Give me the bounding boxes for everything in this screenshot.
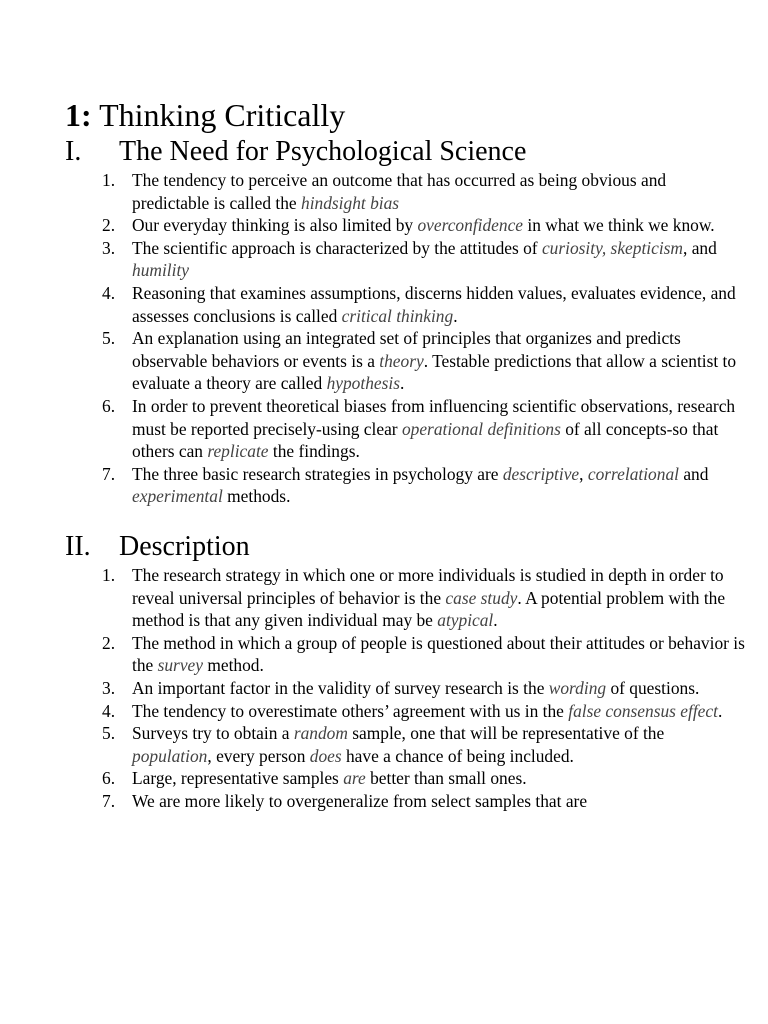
section-description	[65, 530, 745, 813]
item-text: Our everyday thinking is also limited by	[132, 215, 418, 236]
key-term: overconfidence	[417, 215, 524, 236]
item-text: We are more likely to overgeneralize from select samples that are	[132, 790, 588, 811]
list-item	[65, 677, 745, 700]
section-heading	[65, 530, 745, 564]
item-text: in what we think we know.	[523, 215, 715, 236]
list-number: 6.	[102, 395, 116, 416]
item-text: The three basic research strategies in psychology are	[132, 463, 503, 484]
list-item	[65, 282, 745, 327]
key-term: descriptive	[502, 463, 580, 484]
item-text: of all concepts-so that others can	[132, 418, 719, 462]
key-term: atypical	[437, 610, 494, 631]
key-term: population	[132, 745, 208, 766]
section-need-for-psychological-science	[65, 135, 745, 508]
item-text: .	[399, 373, 405, 394]
list-number: 1.	[102, 565, 116, 585]
key-term: false consensus effect	[568, 700, 718, 721]
item-text: the findings.	[268, 441, 360, 462]
list-item	[65, 169, 745, 214]
key-term: humility	[132, 260, 189, 281]
list-number: 5.	[102, 328, 116, 349]
item-text: The scientific approach is characterized by the attitudes of	[132, 237, 542, 258]
list-number: 6.	[102, 768, 116, 789]
item-text: In order to prevent theoretical biases from influencing scientific observations, research must be reported precisely-using clear	[132, 395, 736, 439]
item-text: sample, one that will be representative of the	[347, 723, 665, 744]
key-term: wording	[548, 677, 607, 698]
item-text: .	[493, 610, 498, 631]
section-numeral: I.	[65, 136, 82, 167]
list-item	[65, 395, 745, 463]
document-title	[65, 95, 345, 135]
item-text: The research strategy in which one or more individuals is studied in depth in order to reveal universal principles of behavior is the	[132, 565, 724, 608]
item-text: better than small ones.	[365, 768, 527, 789]
item-text: methods.	[222, 486, 291, 507]
list-item	[65, 214, 745, 237]
item-text: The tendency to perceive an outcome that has occurred as being obvious and predictable is called the	[132, 170, 667, 213]
item-text: have a chance of being included.	[341, 745, 574, 766]
item-text: and	[678, 463, 709, 484]
key-term: experimental	[132, 486, 223, 507]
list-number: 3.	[102, 677, 116, 698]
list-number: 4.	[102, 282, 116, 303]
item-text: An explanation using an integrated set of principles that organizes and predicts observable behaviors or events is a	[132, 328, 681, 371]
key-term: curiosity, skepticism	[541, 237, 683, 258]
title-text: Thinking Critically	[91, 97, 346, 133]
list-item	[65, 722, 745, 767]
list-item	[65, 700, 745, 723]
item-text: ,	[579, 463, 588, 484]
item-text: .	[717, 700, 723, 721]
key-term: correlational	[587, 463, 679, 484]
list-number: 7.	[102, 790, 116, 811]
list-item	[65, 463, 745, 508]
key-term: case study	[445, 587, 518, 608]
key-term: theory	[379, 350, 424, 371]
item-text: method.	[202, 655, 264, 676]
list-number: 2.	[102, 215, 116, 236]
key-term: hindsight bias	[301, 192, 400, 213]
item-text: . Testable predictions that allow a scientist to evaluate a theory are called	[132, 350, 737, 394]
key-term: random	[293, 723, 348, 744]
list-item	[65, 632, 745, 677]
list-number: 7.	[102, 463, 116, 484]
key-term: critical thinking	[341, 305, 454, 326]
key-term: does	[309, 745, 342, 766]
key-term: replicate	[207, 441, 269, 462]
item-text: of questions.	[606, 677, 700, 698]
section-heading	[65, 135, 745, 169]
list-number: 2.	[102, 632, 116, 653]
section-title: Description	[119, 531, 250, 562]
list-item	[65, 327, 745, 395]
item-text: .	[453, 305, 458, 326]
list-number: 4.	[102, 700, 116, 721]
list-item	[65, 564, 745, 632]
title-number: 1:	[65, 97, 92, 133]
item-text: Large, representative samples	[132, 768, 344, 789]
numbered-list	[65, 564, 745, 813]
item-text: , every person	[207, 745, 310, 766]
section-title: The Need for Psychological Science	[119, 136, 527, 167]
item-text: The method in which a group of people is questioned about their attitudes or behavior is the	[132, 632, 745, 676]
key-term: are	[343, 768, 366, 789]
item-text: , and	[683, 237, 717, 258]
list-item	[65, 237, 745, 282]
item-text: Surveys try to obtain a	[132, 723, 294, 744]
list-number: 3.	[102, 237, 116, 258]
list-number: 1.	[102, 170, 116, 190]
section-numeral: II.	[65, 531, 91, 562]
numbered-list	[65, 169, 745, 508]
item-text: The tendency to overestimate others’ agreement with us in the	[132, 700, 569, 721]
list-number: 5.	[102, 723, 116, 744]
item-text: Reasoning that examines assumptions, discerns hidden values, evaluates evidence, and assesses conclusions is called	[132, 282, 736, 326]
key-term: survey	[157, 655, 203, 676]
key-term: hypothesis	[326, 373, 400, 394]
key-term: operational definitions	[401, 418, 561, 439]
item-text: . A potential problem with the method is that any given individual may be	[132, 587, 726, 631]
list-item	[65, 767, 745, 790]
list-item	[65, 790, 745, 813]
item-text: An important factor in the validity of survey research is the	[132, 677, 549, 698]
